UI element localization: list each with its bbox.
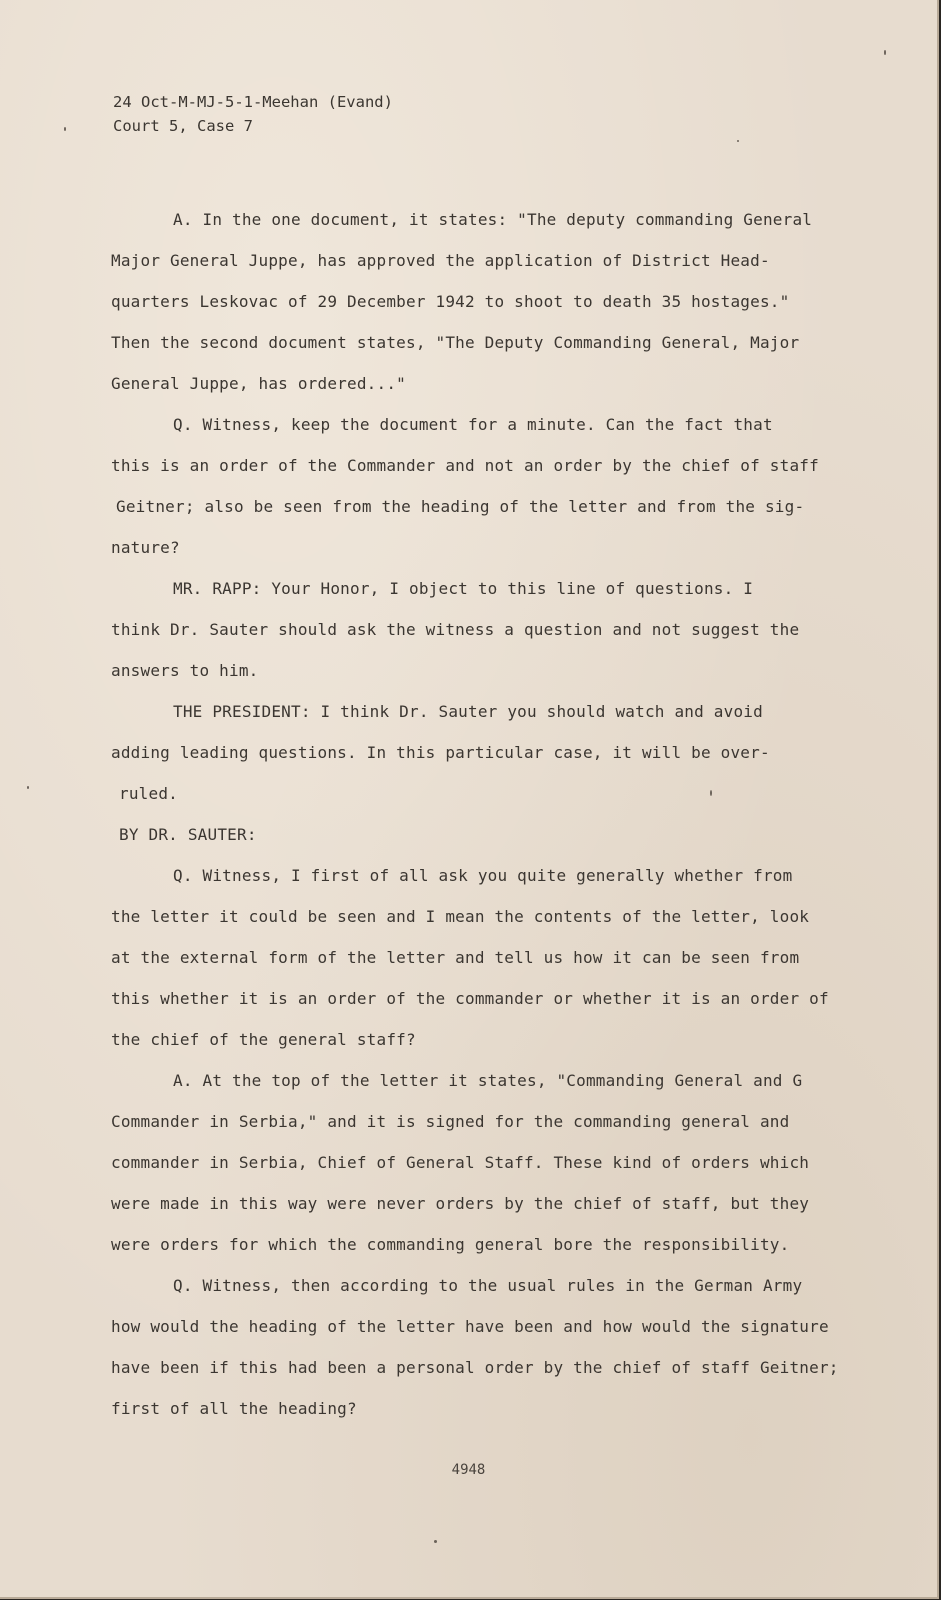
transcript-line: nature? [111,538,180,557]
transcript-line: adding leading questions. In this particular case, it will be over- [111,743,770,762]
paper-speck [737,140,739,142]
page-number: 4948 [451,1462,486,1478]
header-reference: 24 Oct-M-MJ-5-1-Meehan (Evand) [113,93,393,111]
transcript-line: answers to him. [111,661,259,680]
transcript-line: MR. RAPP: Your Honor, I object to this line of questions. I [173,579,754,598]
transcript-line: A. In the one document, it states: "The deputy commanding General [173,210,813,229]
transcript-line: General Juppe, has ordered..." [111,374,406,393]
transcript-line: this is an order of the Commander and not an order by the chief of staff [111,456,819,475]
transcript-line: Then the second document states, "The Deputy Commanding General, Major [111,333,800,352]
header-court-case: Court 5, Case 7 [113,117,253,135]
transcript-line: Commander in Serbia," and it is signed for the commanding general and [111,1112,790,1131]
transcript-line: were orders for which the commanding general bore the responsibility. [111,1235,790,1254]
paper-speck [27,786,29,789]
transcript-line: at the external form of the letter and tell us how it can be seen from [111,948,800,967]
transcript-line: BY DR. SAUTER: [119,825,257,844]
transcript-line: have been if this had been a personal order by the chief of staff Geitner; [111,1358,839,1377]
transcript-line: the chief of the general staff? [111,1030,416,1049]
paper-speck [64,127,66,131]
transcript-line: the letter it could be seen and I mean the contents of the letter, look [111,907,810,926]
transcript-line: Q. Witness, keep the document for a minute. Can the fact that [173,415,773,434]
transcript-line: commander in Serbia, Chief of General Staff. These kind of orders which [111,1153,810,1172]
transcript-line: THE PRESIDENT: I think Dr. Sauter you should watch and avoid [173,702,763,721]
transcript-line: this whether it is an order of the commander or whether it is an order of [111,989,829,1008]
transcript-line: think Dr. Sauter should ask the witness a question and not suggest the [111,620,800,639]
transcript-line: how would the heading of the letter have been and how would the signature [111,1317,829,1336]
transcript-line: quarters Leskovac of 29 December 1942 to shoot to death 35 hostages." [111,292,790,311]
transcript-line: ruled. [119,784,178,803]
paper-speck [884,50,886,55]
paper-speck [710,790,712,796]
transcript-line: A. At the top of the letter it states, "Commanding General and G [173,1071,803,1090]
paper-speck [434,1540,437,1543]
transcript-line: Geitner; also be seen from the heading of the letter and from the sig- [116,497,805,516]
document-header [113,90,393,138]
transcript-line: Q. Witness, I first of all ask you quite generally whether from [173,866,793,885]
transcript-line: were made in this way were never orders by the chief of staff, but they [111,1194,810,1213]
transcript-line: Q. Witness, then according to the usual rules in the German Army [173,1276,803,1295]
transcript-line: Major General Juppe, has approved the application of District Head- [111,251,770,270]
transcript-line: first of all the heading? [111,1399,357,1418]
